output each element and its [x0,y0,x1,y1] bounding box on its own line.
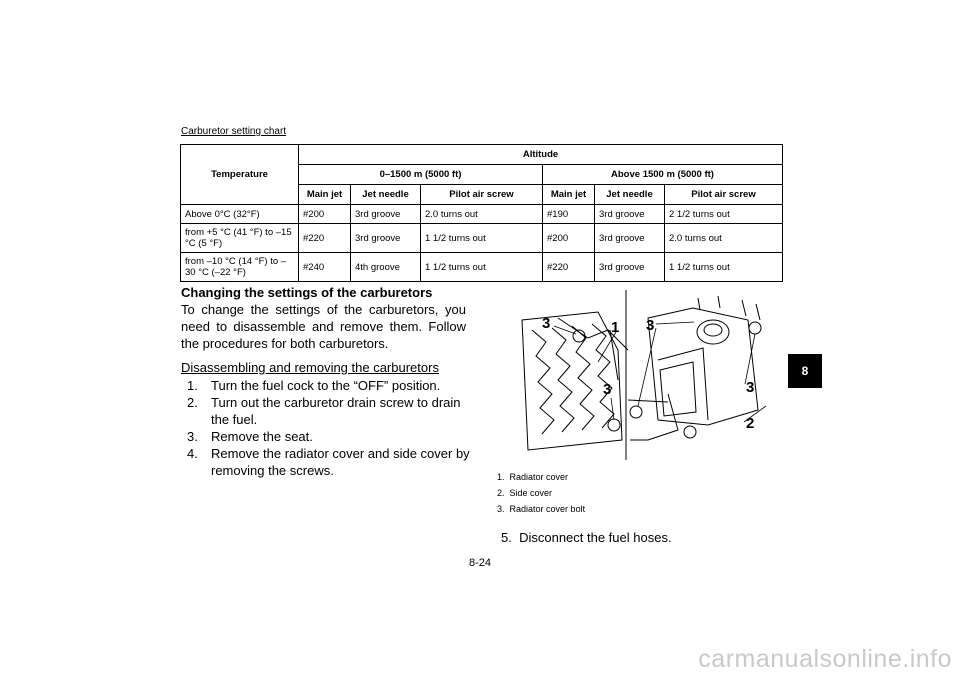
column-header: Main jet [299,185,351,205]
callout-label: 1 [611,319,620,336]
table-cell: 1 1/2 turns out [665,253,783,282]
list-item [497,485,585,501]
table-cell: from +5 °C (41 °F) to –15 °C (5 °F) [181,224,299,253]
step-text: Turn out the carburetor drain screw to drain the fuel. [211,395,461,427]
altitude-header: Altitude [299,145,783,165]
callout-label: 3 [542,315,551,332]
list-item [497,501,585,517]
list-item [181,428,471,445]
table-cell: 2.0 turns out [665,224,783,253]
table-row [181,253,783,282]
figure-legend [497,469,585,517]
column-header: Pilot air screw [665,185,783,205]
step-number: 4. [187,446,198,461]
legend-text: Radiator cover bolt [509,504,586,514]
table-cell: from –10 °C (14 °F) to –30 °C (–22 °F) [181,253,299,282]
procedure-steps [181,377,471,479]
table-cell: 3rd groove [595,253,665,282]
legend-text: Radiator cover [509,472,569,482]
table-row [181,205,783,224]
radiator-cover-illustration [518,290,770,460]
table-cell: #200 [543,224,595,253]
table-cell: #220 [299,224,351,253]
altitude-range-low: 0–1500 m (5000 ft) [299,165,543,185]
chapter-tab: 8 [788,354,822,388]
step-number: 5. [501,530,512,545]
intro-paragraph: To change the settings of the carburetors, you need to disassemble and remove them. Follow the procedures for both carburetors. [181,302,466,351]
legend-number: 1. [497,472,505,482]
table-cell: #200 [299,205,351,224]
table-row [181,224,783,253]
column-header: Pilot air screw [421,185,543,205]
legend-text: Side cover [509,488,553,498]
column-header: Jet needle [595,185,665,205]
carburetor-setting-table [180,144,783,282]
table-cell: 4th groove [351,253,421,282]
step-number: 3. [187,429,198,444]
table-cell: 1 1/2 turns out [421,224,543,253]
step-number: 2. [187,395,198,410]
callout-label: 2 [746,415,755,432]
table-cell: 2.0 turns out [421,205,543,224]
table-cell: 3rd groove [595,224,665,253]
temperature-header: Temperature [181,145,299,205]
chart-title: Carburetor setting chart [181,126,287,137]
watermark: carmanualsonline.info [698,645,952,673]
list-item [181,445,471,479]
table-cell: #220 [543,253,595,282]
legend-number: 3. [497,504,505,514]
column-header: Jet needle [351,185,421,205]
callout-label: 3 [603,381,612,398]
page-number: 8-24 [468,557,492,569]
step-text: Disconnect the fuel hoses. [519,530,672,545]
step-text: Remove the radiator cover and side cover by removing the screws. [211,446,470,478]
list-item [181,394,471,428]
column-header: Main jet [543,185,595,205]
section-heading: Changing the settings of the carburetors [181,285,433,300]
callout-label: 3 [746,379,755,396]
table-cell: 3rd groove [595,205,665,224]
table-cell: 3rd groove [351,205,421,224]
altitude-range-high: Above 1500 m (5000 ft) [543,165,783,185]
step-number: 1. [187,378,198,393]
table-cell: #240 [299,253,351,282]
step-text: Turn the fuel cock to the “OFF” position. [211,378,441,393]
sub-heading: Disassembling and removing the carburetors [181,360,439,375]
table-cell: 3rd groove [351,224,421,253]
legend-number: 2. [497,488,505,498]
table-cell: 1 1/2 turns out [421,253,543,282]
step-5 [501,530,672,545]
callout-label: 3 [646,317,655,334]
list-item [497,469,585,485]
table-cell: #190 [543,205,595,224]
list-item [181,377,471,394]
step-text: Remove the seat. [211,429,313,444]
table-cell: 2 1/2 turns out [665,205,783,224]
table-cell: Above 0°C (32°F) [181,205,299,224]
